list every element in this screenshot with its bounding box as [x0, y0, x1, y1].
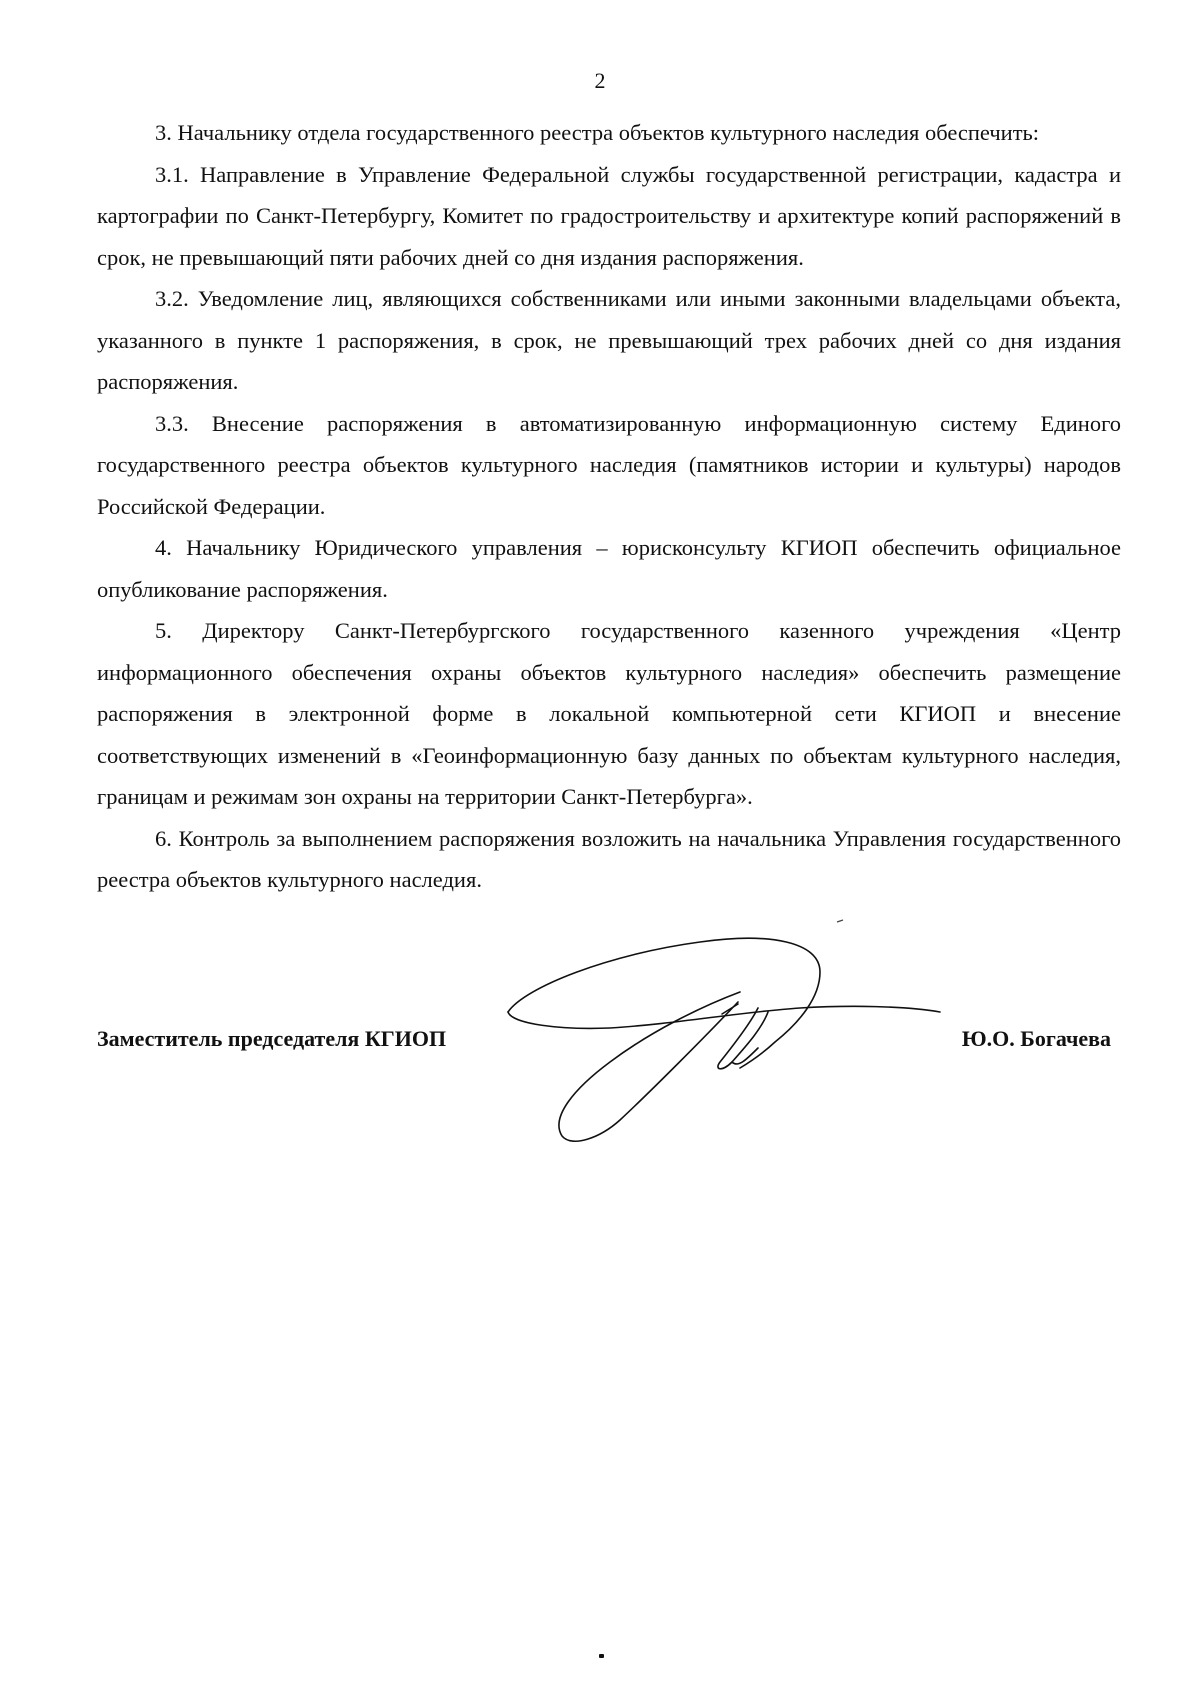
paragraph-3-3: 3.3. Внесение распоряжения в автоматизированную информационную систему Единого государственного реестра объектов культурного наследия (памятников истории и культуры) народов Российской Федерации. [97, 410, 1121, 519]
signer-name: Ю.О. Богачева [961, 1026, 1111, 1051]
paragraph-6: 6. Контроль за выполнением распоряжения возложить на начальника Управления государственного реестра объектов культурного наследия. [97, 825, 1121, 892]
paragraph-5: 5. Директору Санкт-Петербургского государственного казенного учреждения «Центр информационного обеспечения охраны объектов культурного наследия» обеспечить размещение распоряжения в электронной форме в локальной компьютерной сети КГИОП и внесение соответствующих изменений в «Геоинформационную базу данных по объектам культурного наследия, границам и режимам зон охраны на территории Санкт-Петербурга». [97, 618, 1121, 809]
paragraph-3: 3. Начальнику отдела государственного реестра объектов культурного наследия обеспечить: [155, 120, 1040, 145]
paragraph-3-2: 3.2. Уведомление лиц, являющихся собственниками или иными законными владельцами объекта, указанного в пункте 1 распоряжения, в срок, не превышающий трех рабочих дней со дня издания распоряжения. [97, 286, 1121, 394]
paragraph-3-1: 3.1. Направление в Управление Федеральной службы государственной регистрации, кадастра и картографии по Санкт-Петербургу, Комитет по градостроительству и архитектуре копий распоряжений в срок, не превышающий пяти рабочих дней со дня издания распоряжения. [97, 161, 1121, 270]
signature-block [97, 1026, 1121, 1066]
document-body [97, 112, 1121, 901]
signer-title: Заместитель председателя КГИОП [97, 1026, 447, 1051]
page-dot-mark [599, 1654, 604, 1658]
paragraph-4: 4. Начальнику Юридического управления – юрисконсульту КГИОП обеспечить официальное опубликование распоряжения. [97, 535, 1121, 602]
page-number: 2 [594, 68, 606, 93]
